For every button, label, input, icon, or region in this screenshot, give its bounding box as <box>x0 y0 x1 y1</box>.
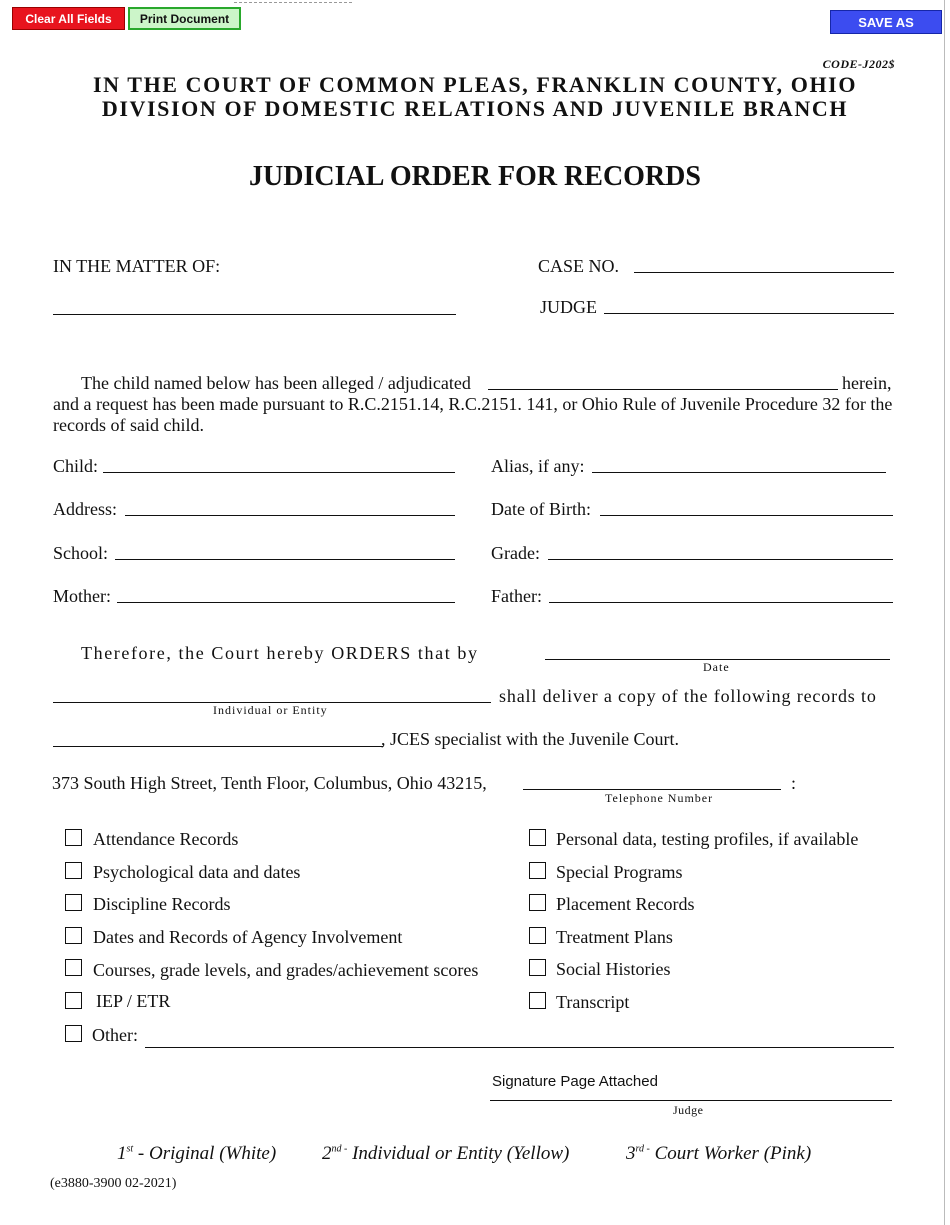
discipline-records-checkbox[interactable] <box>65 894 82 911</box>
copy-original: 1st - Original (White) <box>117 1143 277 1164</box>
in-the-matter-label: IN THE MATTER OF: <box>53 256 221 276</box>
father-field[interactable] <box>549 602 893 603</box>
iep-etr-label: IEP / ETR <box>96 991 171 1011</box>
agency-involvement-label: Dates and Records of Agency Involvement <box>93 927 403 947</box>
personal-data-label: Personal data, testing profiles, if available <box>556 829 859 849</box>
special-programs-label: Special Programs <box>556 862 683 882</box>
intro-text-1: The child named below has been alleged / adjudicated <box>81 373 471 393</box>
judge-signature-line[interactable] <box>490 1100 892 1101</box>
address-label: Address: <box>53 499 117 519</box>
personal-data-checkbox[interactable] <box>529 829 546 846</box>
individual-caption: Individual or Entity <box>213 703 328 717</box>
page-title: JUDICIAL ORDER FOR RECORDS <box>249 161 701 192</box>
iep-etr-checkbox[interactable] <box>65 992 82 1009</box>
mother-label: Mother: <box>53 586 111 606</box>
judge-label: JUDGE <box>540 297 597 317</box>
child-field[interactable] <box>103 472 455 473</box>
placement-records-label: Placement Records <box>556 894 695 914</box>
court-address: 373 South High Street, Tenth Floor, Columbus, Ohio 43215, <box>52 773 487 793</box>
courses-grades-label: Courses, grade levels, and grades/achievement scores <box>93 960 479 980</box>
copy-individual: $2^{nd -}$ Individual or Entity (Yellow) <box>322 1143 570 1164</box>
form-code: CODE-J202$ <box>822 57 895 71</box>
treatment-plans-checkbox[interactable] <box>529 927 546 944</box>
alias-field[interactable] <box>592 472 886 473</box>
discipline-records-label: Discipline Records <box>93 894 231 914</box>
judge-caption: Judge <box>673 1103 704 1117</box>
case-no-label: CASE NO. <box>538 256 620 276</box>
grade-label: Grade: <box>491 543 540 563</box>
date-caption: Date <box>703 660 730 674</box>
jces-specialist-field[interactable] <box>53 746 383 747</box>
form-number: (e3880-3900 02-2021) <box>50 1176 177 1191</box>
alias-label: Alias, if any: <box>491 456 585 476</box>
grade-field[interactable] <box>548 559 893 560</box>
court-name: IN THE COURT OF COMMON PLEAS, FRANKLIN COUNTY, OHIO <box>92 72 858 97</box>
print-document-button[interactable]: Print Document <box>128 7 241 30</box>
psychological-data-checkbox[interactable] <box>65 862 82 879</box>
jces-text: , JCES specialist with the Juvenile Court. <box>381 729 679 749</box>
special-programs-checkbox[interactable] <box>529 862 546 879</box>
matter-field[interactable] <box>53 314 456 315</box>
mother-field[interactable] <box>117 602 455 603</box>
dob-field[interactable] <box>600 515 893 516</box>
telephone-field[interactable] <box>523 789 781 790</box>
other-checkbox[interactable] <box>65 1025 82 1042</box>
clear-all-fields-button[interactable]: Clear All Fields <box>12 7 125 30</box>
placement-records-checkbox[interactable] <box>529 894 546 911</box>
attendance-records-checkbox[interactable] <box>65 829 82 846</box>
signature-attached-text: Signature Page Attached <box>492 1073 658 1090</box>
intro-text-2: herein, <box>842 373 892 393</box>
school-label: School: <box>53 543 109 563</box>
psychological-data-label: Psychological data and dates <box>93 862 301 882</box>
case-no-field[interactable] <box>634 272 894 273</box>
treatment-plans-label: Treatment Plans <box>556 927 673 947</box>
school-field[interactable] <box>115 559 455 560</box>
social-histories-checkbox[interactable] <box>529 959 546 976</box>
other-field[interactable] <box>145 1047 894 1048</box>
top-divider <box>234 2 352 3</box>
transcript-label: Transcript <box>556 992 630 1012</box>
transcript-checkbox[interactable] <box>529 992 546 1009</box>
therefore-text: Therefore, the Court hereby ORDERS that by <box>81 643 479 663</box>
dob-label: Date of Birth: <box>491 499 591 519</box>
child-label: Child: <box>53 456 99 476</box>
save-as-button[interactable]: SAVE AS <box>830 10 942 34</box>
shall-deliver-text: shall deliver a copy of the following records to <box>499 686 877 706</box>
judge-field[interactable] <box>604 313 894 314</box>
courses-grades-checkbox[interactable] <box>65 959 82 976</box>
address-field[interactable] <box>125 515 455 516</box>
division-name: DIVISION OF DOMESTIC RELATIONS AND JUVENILE BRANCH <box>101 96 849 121</box>
intro-text-3: and a request has been made pursuant to R.C.2151.14, R.C.2151. 141, or Ohio Rule of Juvenile Procedure 32 for the records of said child. <box>53 394 893 435</box>
social-histories-label: Social Histories <box>556 959 671 979</box>
copy-court-worker: $3^{rd -}$ Court Worker (Pink) <box>626 1143 812 1164</box>
telephone-caption: Telephone Number <box>605 791 714 805</box>
father-label: Father: <box>491 586 542 606</box>
agency-involvement-checkbox[interactable] <box>65 927 82 944</box>
other-label: Other: <box>92 1025 138 1045</box>
alleged-field[interactable] <box>488 389 838 390</box>
attendance-records-label: Attendance Records <box>93 829 239 849</box>
colon: : <box>791 773 797 793</box>
